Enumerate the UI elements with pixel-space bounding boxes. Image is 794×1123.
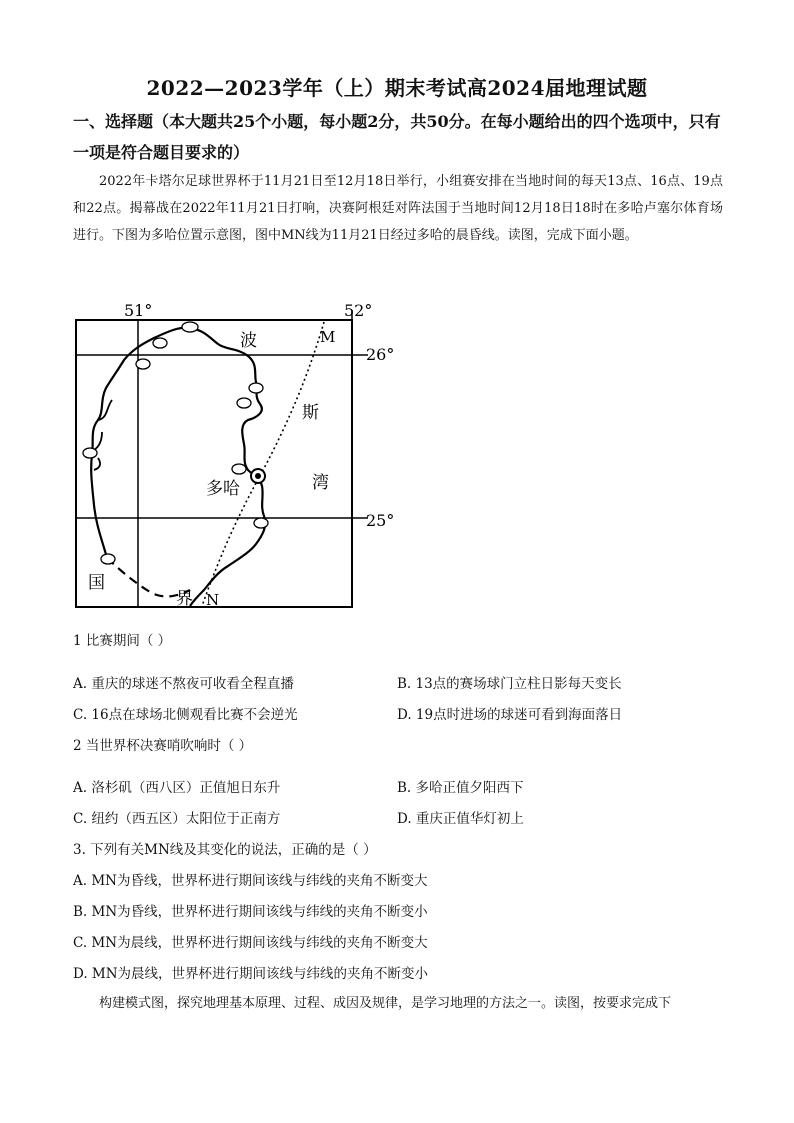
question-1-option-b: B. 13点的赛场球门立柱日影每天变长 bbox=[397, 676, 622, 692]
question-3-stem: 3. 下列有关MN线及其变化的说法，正确的是（ ） bbox=[73, 842, 377, 858]
west-inlet bbox=[94, 400, 112, 470]
next-section-intro: 构建模式图，探究地理基本原理、过程、成因及规律，是学习地理的方法之一。读图，按要求完成下 bbox=[99, 996, 672, 1011]
island bbox=[249, 383, 263, 393]
island bbox=[237, 398, 251, 408]
question-1-option-c: C. 16点在球场北侧观看比赛不会逆光 bbox=[73, 707, 298, 723]
island bbox=[232, 464, 246, 474]
question-2-option-d: D. 重庆正值华灯初上 bbox=[397, 811, 524, 827]
question-3-option-b: B. MN为昏线，世界杯进行期间该线与纬线的夹角不断变小 bbox=[73, 904, 428, 920]
question-2-option-c: C. 纽约（西五区）太阳位于正南方 bbox=[73, 811, 281, 827]
lon-label-51: 51° bbox=[124, 301, 153, 320]
border-label-2: 界 bbox=[176, 589, 193, 609]
island bbox=[182, 322, 198, 332]
border-label-1: 国 bbox=[88, 573, 105, 593]
city-label-doha: 多哈 bbox=[206, 479, 240, 499]
map-frame bbox=[76, 320, 352, 607]
doha-location-map bbox=[72, 300, 395, 612]
sea-label-3: 湾 bbox=[312, 473, 329, 493]
island bbox=[153, 338, 167, 348]
question-1-option-d: D. 19点时进场的球迷可看到海面落日 bbox=[397, 707, 623, 723]
question-3-option-c: C. MN为晨线，世界杯进行期间该线与纬线的夹角不断变大 bbox=[73, 935, 428, 951]
island bbox=[101, 554, 115, 564]
label-m: M bbox=[320, 328, 336, 346]
island bbox=[83, 448, 97, 458]
label-n: N bbox=[206, 591, 220, 609]
question-3-option-d: D. MN为晨线，世界杯进行期间该线与纬线的夹角不断变小 bbox=[73, 966, 429, 982]
question-1-option-a: A. 重庆的球迷不熬夜可收看全程直播 bbox=[73, 676, 294, 692]
question-1-stem: 1 比赛期间（ ） bbox=[73, 633, 172, 649]
island bbox=[254, 518, 268, 528]
lat-label-26: 26° bbox=[366, 345, 395, 364]
lon-label-52: 52° bbox=[344, 301, 373, 320]
sea-label-2: 斯 bbox=[302, 403, 319, 423]
question-2-option-b: B. 多哈正值夕阳西下 bbox=[397, 780, 524, 796]
sea-label-1: 波 bbox=[240, 331, 257, 351]
island bbox=[136, 359, 150, 369]
question-3-option-a: A. MN为昏线，世界杯进行期间该线与纬线的夹角不断变大 bbox=[73, 873, 428, 889]
doha-marker-dot bbox=[255, 473, 261, 479]
intro-paragraph: 2022年卡塔尔足球世界杯于11月21日至12月18日举行，小组赛安排在当地时间的每天13点、16点、19点和22点。揭幕战在2022年11月21日打响，决赛阿根廷对阵法国于当地时间12月18日18时在多哈卢塞尔体育场进行。下图为多哈位置示意图，图中MN线为11月21日经过多哈的晨昏线。读图，完成下面小题。 bbox=[73, 174, 723, 243]
page-title: 2022—2023学年（上）期末考试高2024届地理试题 bbox=[146, 76, 648, 100]
lat-label-25: 25° bbox=[366, 511, 395, 530]
section-heading: 一、选择题（本大题共25个小题，每小题2分，共50分。在每小题给出的四个选项中，只有一项是符合题目要求的） bbox=[73, 112, 721, 162]
question-2-stem: 2 当世界杯决赛哨吹响时（ ） bbox=[73, 738, 253, 754]
terminator-line-mn bbox=[202, 322, 324, 606]
question-2-option-a: A. 洛杉矶（西八区）正值旭日东升 bbox=[73, 780, 281, 796]
